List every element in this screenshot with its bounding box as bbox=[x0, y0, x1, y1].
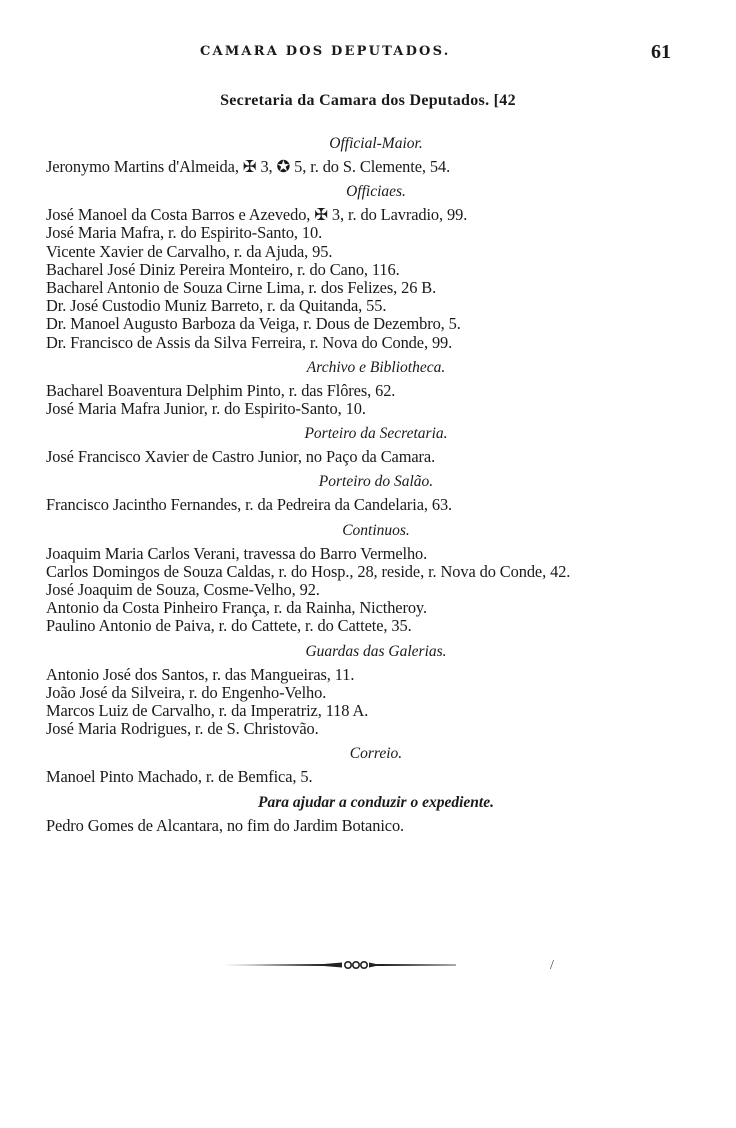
directory-entry: Marcos Luiz de Carvalho, r. da Imperatriz, 118 A. bbox=[46, 701, 369, 721]
directory-entry: Vicente Xavier de Carvalho, r. da Ajuda, 95. bbox=[46, 241, 333, 261]
directory-entry: Paulino Antonio de Paiva, r. do Cattete, r. do Cattete, 35. bbox=[46, 616, 412, 636]
directory-entry: José Maria Rodrigues, r. de S. Christovão. bbox=[46, 719, 319, 739]
directory-entry: Bacharel Antonio de Souza Cirne Lima, r. dos Felizes, 26 B. bbox=[46, 278, 437, 298]
section-heading: Para ajudar a conduzir o expediente. bbox=[258, 793, 494, 811]
ornament-divider bbox=[224, 958, 456, 972]
directory-entry: Francisco Jacintho Fernandes, r. da Pedreira da Candelaria, 63. bbox=[46, 495, 453, 515]
section-heading: Archivo e Bibliotheca. bbox=[306, 358, 446, 376]
directory-entry: Pedro Gomes de Alcantara, no fim do Jardim Botanico. bbox=[46, 815, 405, 835]
directory-listing bbox=[46, 128, 706, 835]
section-heading: Guardas das Galerias. bbox=[305, 642, 447, 660]
directory-entry: José Francisco Xavier de Castro Junior, no Paço da Camara. bbox=[46, 447, 436, 467]
directory-entry: Antonio da Costa Pinheiro França, r. da Rainha, Nictheroy. bbox=[46, 598, 427, 618]
section-heading: Correio. bbox=[349, 745, 403, 763]
section-heading: Continuos. bbox=[342, 521, 410, 539]
directory-entry: Bacharel Boaventura Delphim Pinto, r. das Flôres, 62. bbox=[46, 380, 396, 400]
directory-entry: Bacharel José Diniz Pereira Monteiro, r. do Cano, 116. bbox=[46, 259, 400, 279]
directory-entry: Dr. Francisco de Assis da Silva Ferreira, r. Nova do Conde, 99. bbox=[46, 332, 453, 352]
running-title: CAMARA DOS DEPUTADOS. bbox=[200, 44, 451, 59]
directory-entry: Joaquim Maria Carlos Verani, travessa do Barro Vermelho. bbox=[46, 543, 428, 563]
directory-entry: Antonio José dos Santos, r. das Mangueiras, 11. bbox=[46, 664, 355, 684]
section-heading: Officiaes. bbox=[346, 183, 406, 201]
stray-mark: / bbox=[550, 958, 554, 973]
directory-entry: Dr. Manoel Augusto Barboza da Veiga, r. Dous de Dezembro, 5. bbox=[46, 314, 461, 334]
section-heading: Porteiro da Secretaria. bbox=[304, 425, 448, 443]
section-heading: Porteiro do Salão. bbox=[318, 473, 434, 491]
directory-entry: José Maria Mafra Junior, r. do Espirito-Santo, 10. bbox=[46, 399, 366, 419]
page-header bbox=[0, 41, 736, 68]
section-title: Secretaria da Camara dos Deputados. [42 bbox=[220, 92, 516, 109]
directory-entry: José Manoel da Costa Barros e Azevedo, ✠ 3, r. do Lavradio, 99. bbox=[46, 205, 468, 225]
directory-entry: Dr. José Custodio Muniz Barreto, r. da Quitanda, 55. bbox=[46, 296, 387, 316]
page-number: 61 bbox=[651, 41, 671, 63]
section-heading: Official-Maior. bbox=[329, 135, 423, 152]
directory-entry: João José da Silveira, r. do Engenho-Velho. bbox=[46, 682, 327, 702]
directory-entry: José Maria Mafra, r. do Espirito-Santo, 10. bbox=[46, 223, 323, 243]
directory-entry: José Joaquim de Souza, Cosme-Velho, 92. bbox=[46, 580, 320, 600]
directory-entry: Jeronymo Martins d'Almeida, ✠ 3, ✪ 5, r. do S. Clemente, 54. bbox=[46, 157, 451, 176]
directory-entry: Manoel Pinto Machado, r. de Bemfica, 5. bbox=[46, 767, 313, 787]
directory-entry: Carlos Domingos de Souza Caldas, r. do Hosp., 28, reside, r. Nova do Conde, 42. bbox=[46, 561, 571, 581]
